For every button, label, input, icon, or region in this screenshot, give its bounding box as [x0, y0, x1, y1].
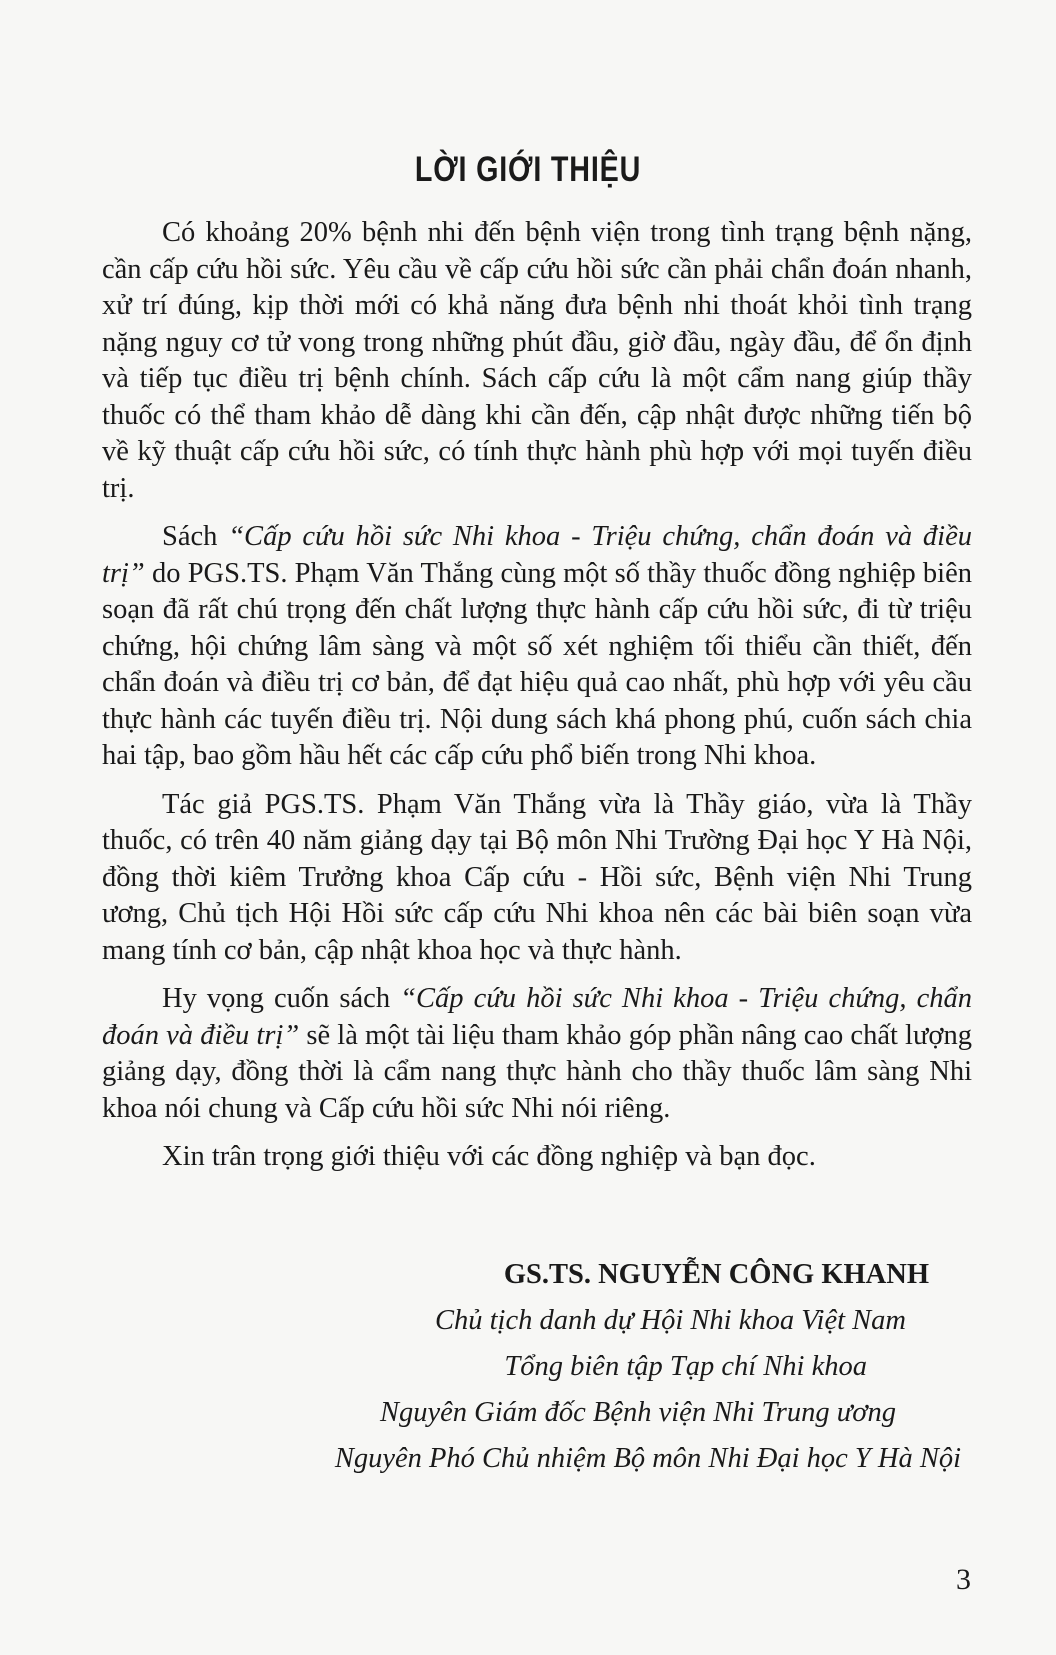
signature-block — [335, 1252, 961, 1482]
paragraph-4 — [102, 981, 972, 1127]
body-text — [102, 215, 972, 1188]
signatory-role: Tổng biên tập Tạp chí Nhi khoa — [504, 1351, 867, 1382]
paragraph-1: Có khoảng 20% bệnh nhi đến bệnh viện trong tình trạng bệnh nặng, cần cấp cứu hồi sức. Yêu cầu về cấp cứu hồi sức cần phải chẩn đoán nhanh, xử trí đúng, kịp thời mới có khả năng đưa bệnh nhi thoát khỏi tình trạng nặng nguy cơ tử vong trong những phút đầu, giờ đầu, ngày đầu, để ổn định và tiếp tục điều trị bệnh chính. Sách cấp cứu là một cẩm nang giúp thầy thuốc có thể tham khảo dễ dàng khi cần đến, cập nhật được những tiến bộ về kỹ thuật cấp cứu hồi sức, có tính thực hành phù hợp với mọi tuyến điều trị. — [102, 217, 972, 504]
signatory-role: Chủ tịch danh dự Hội Nhi khoa Việt Nam — [435, 1305, 906, 1336]
page-number: 3 — [956, 1563, 971, 1596]
paragraph-2-start: Sách — [162, 521, 229, 552]
book-title-italic: “Cấp cứu hồi sức Nhi khoa - Triệu chứng, chẩn đoán và điều trị” — [102, 521, 972, 589]
paragraph-2-rest: do PGS.TS. Phạm Văn Thắng cùng một số thầy thuốc đồng nghiệp biên soạn đã rất chú trọng đến chất lượng thực hành cấp cứu hồi sức, đi từ triệu chứng, hội chứng lâm sàng và một số xét nghiệm tối thiểu cần thiết, đến chẩn đoán và điều trị cơ bản, để đạt hiệu quả cao nhất, phù hợp với yêu cầu thực hành các tuyến điều trị. Nội dung sách khá phong phú, cuốn sách chia hai tập, bao gồm hầu hết các cấp cứu phổ biến trong Nhi khoa. — [102, 557, 972, 771]
signatory-role: Nguyên Phó Chủ nhiệm Bộ môn Nhi Đại học Y Hà Nội — [334, 1443, 961, 1474]
paragraph-5: Xin trân trọng giới thiệu với các đồng nghiệp và bạn đọc. — [162, 1141, 816, 1172]
paragraph-4-rest: sẽ là một tài liệu tham khảo góp phần nâng cao chất lượng giảng dạy, đồng thời là cẩm nang thực hành cho thầy thuốc lâm sàng Nhi khoa nói chung và Cấp cứu hồi sức Nhi nói riêng. — [102, 1019, 972, 1124]
page-title: LỜI GIỚI THIỆU — [414, 150, 642, 189]
signatory-name: GS.TS. NGUYỄN CÔNG KHANH — [503, 1259, 929, 1290]
paragraph-2 — [102, 519, 972, 775]
book-title-italic: “Cấp cứu hồi sức Nhi khoa - Triệu chứng, chẩn đoán và điều trị” — [102, 983, 973, 1051]
paragraph-3: Tác giả PGS.TS. Phạm Văn Thắng vừa là Thầy giáo, vừa là Thầy thuốc, có trên 40 năm giảng dạy tại Bộ môn Nhi Trường Đại học Y Hà Nội, đồng thời kiêm Trưởng khoa Cấp cứu - Hồi sức, Bệnh viện Nhi Trung ương, Chủ tịch Hội Hồi sức cấp cứu Nhi khoa nên các bài biên soạn vừa mang tính cơ bản, cập nhật khoa học và thực hành. — [102, 788, 972, 966]
paragraph-4-start: Hy vọng cuốn sách — [162, 983, 401, 1014]
signatory-role: Nguyên Giám đốc Bệnh viện Nhi Trung ương — [380, 1397, 896, 1428]
